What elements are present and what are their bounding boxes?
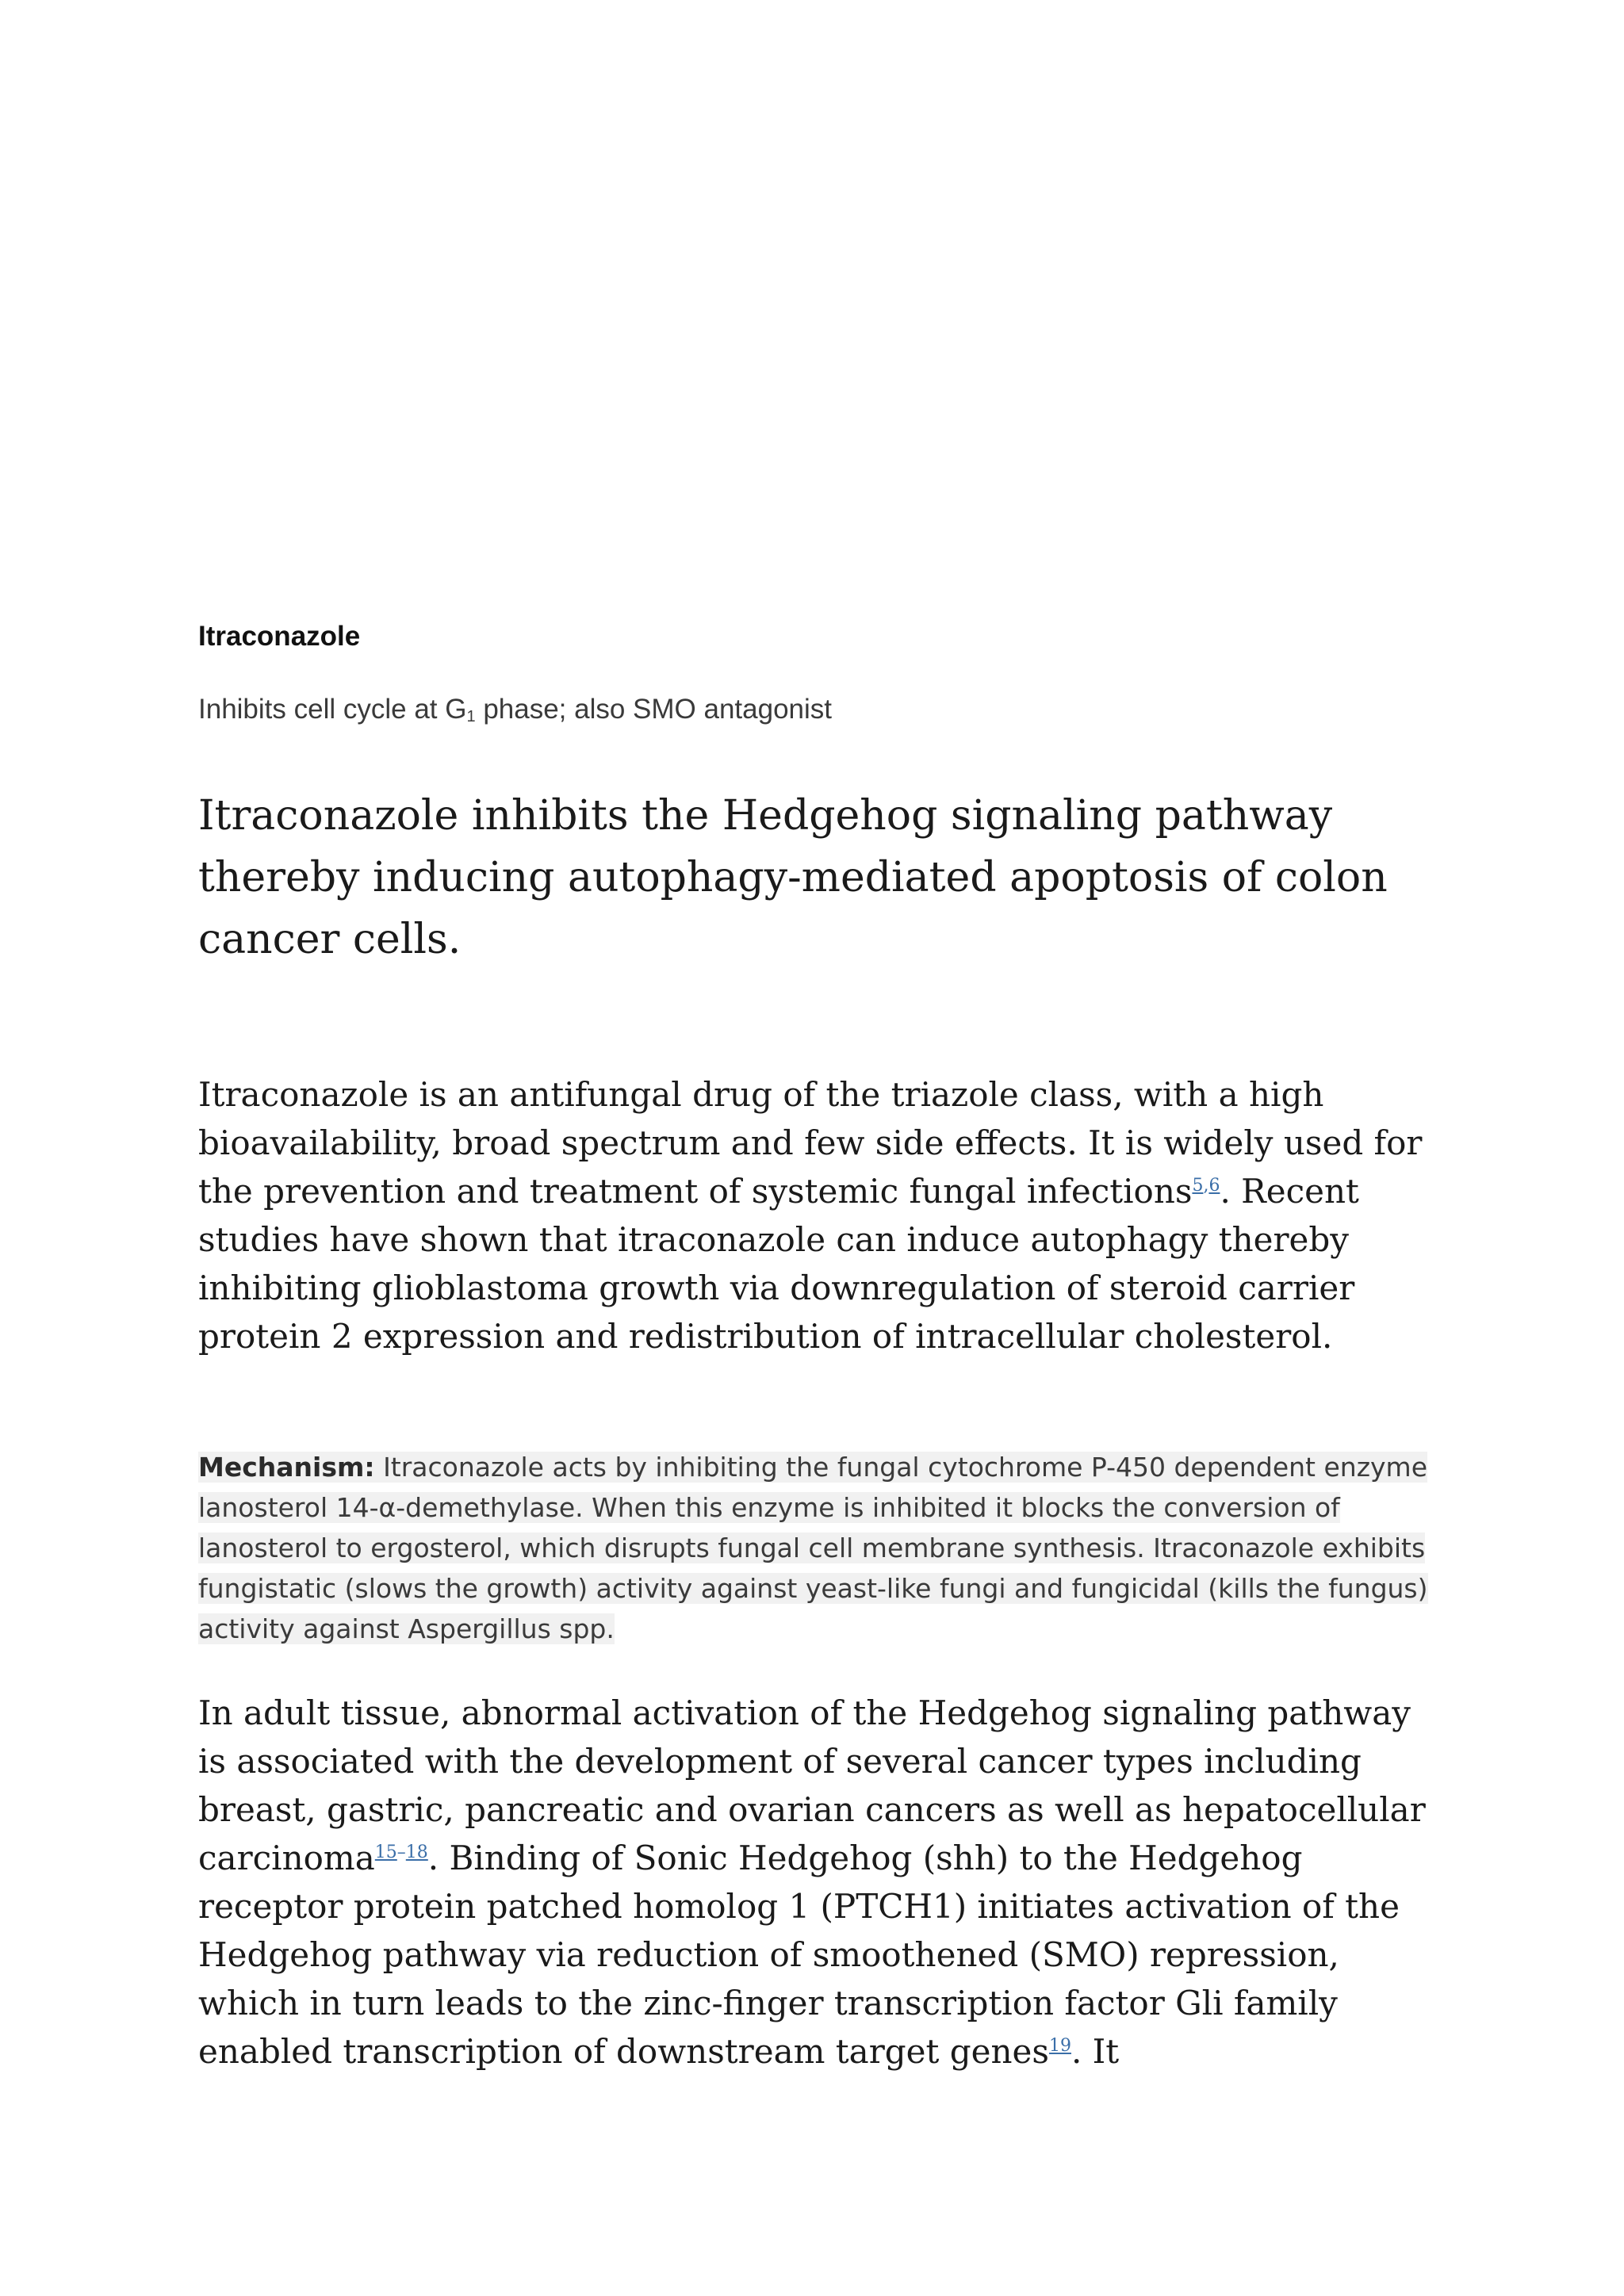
mechanism-block [198,1447,1435,1649]
drug-name: Itraconazole [198,621,361,652]
drug-description-suffix: phase; also SMO antagonist [475,694,833,725]
drug-description-prefix: Inhibits cell cycle at G [198,694,467,725]
citation-range-separator: – [396,1843,406,1862]
mechanism-text: Itraconazole acts by inhibiting the fungal cytochrome P-450 dependent enzyme lanosterol 14-α-demethylase. When this enzyme is inhibited it blocks the conversion of lanosterol to ergosterol, which disrupts fungal cell membrane synthesis. Itraconazole exhibits fungistatic (slows the growth) activity against yeast-like fungi and fungicidal (kills the fungus) activity against Aspergillus spp. [198,1452,1428,1644]
paragraph-hedgehog-text-a: In adult tissue, abnormal activation of the Hedgehog signaling pathway is associated with the development of several cancer types including breast, gastric, pancreatic and ovarian cancers as well as hepatocellular carcinoma [198,1693,1426,1877]
paragraph-hedgehog [198,1689,1435,2076]
drug-description [198,694,832,726]
paragraph-intro [198,1070,1435,1360]
paragraph-hedgehog-text-c: . It [1071,2032,1120,2071]
mechanism-label: Mechanism: [198,1452,375,1483]
paragraph-intro-text-a: Itraconazole is an antifungal drug of the triazole class, with a high bioavailability, broad spectrum and few side effects. It is widely used for the prevention and treatment of systemic fungal infections [198,1075,1423,1211]
citation-link-6[interactable]: 6 [1208,1176,1220,1196]
article-title: Itraconazole inhibits the Hedgehog signaling pathway thereby inducing autophagy-mediated apoptosis of colon cancer cells. [198,792,1388,963]
citation-link-19[interactable]: 19 [1048,2036,1071,2056]
paragraph-hedgehog-text-b: . Binding of Sonic Hedgehog (shh) to the Hedgehog receptor protein patched homolog 1 (PTCH1) initiates activation of the Hedgehog pathway via reduction of smoothened (SMO) repression, which in turn leads to the zinc-finger transcription factor Gli family enabled transcription of downstream target genes [198,1839,1400,2071]
citation-link-5[interactable]: 5 [1192,1176,1204,1196]
citation-link-18[interactable]: 18 [405,1843,428,1862]
drug-description-subscript: 1 [466,708,476,725]
citation-link-15[interactable]: 15 [374,1843,397,1862]
mechanism-highlight [198,1452,1428,1644]
paragraph-intro-text-b: . Recent studies have shown that itraconazole can induce autophagy thereby inhibiting glioblastoma growth via downregulation of steroid carrier protein 2 expression and redistribution of intracellular cholesterol. [198,1172,1359,1356]
citation-separator: , [1203,1176,1209,1196]
